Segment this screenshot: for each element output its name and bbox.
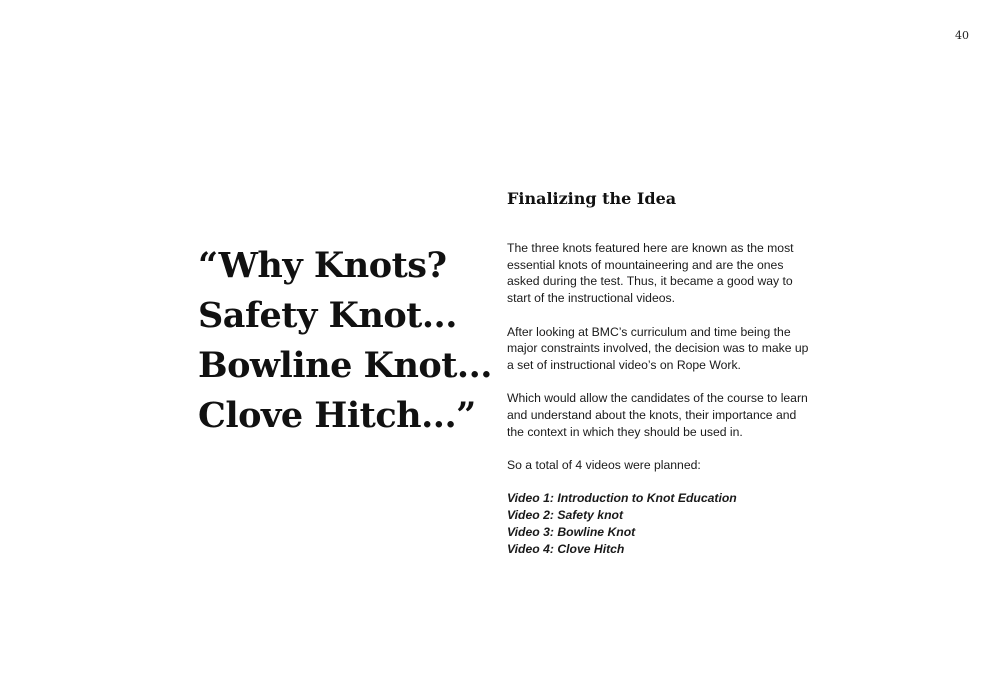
page-number: 40: [955, 29, 969, 42]
quote-line: Clove Hitch...”: [198, 395, 476, 436]
video-list-item: Video 3: Bowline Knot: [507, 524, 636, 539]
quote-line: Safety Knot...: [198, 295, 457, 336]
paragraph-intro: The three knots featured here are known as the most essential knots of mountaineering and are the ones asked during the test. Thus, it became a good way to start of the instructional videos.: [507, 241, 794, 306]
pull-quote: [198, 241, 492, 441]
quote-line: “Why Knots?: [198, 245, 447, 286]
paragraph-total: So a total of 4 videos were planned:: [507, 458, 701, 473]
quote-line: Bowline Knot...: [198, 345, 492, 386]
paragraph-constraints: After looking at BMC’s curriculum and time being the major constraints involved, the decision was to make up a set of instructional video’s on Rope Work.: [507, 324, 809, 372]
section-title: Finalizing the Idea: [507, 189, 677, 208]
video-list-item: Video 4: Clove Hitch: [507, 541, 625, 556]
video-list-item: Video 2: Safety knot: [507, 508, 624, 523]
video-list: [507, 490, 812, 557]
paragraph-purpose: Which would allow the candidates of the course to learn and understand about the knots, their importance and the context in which they should be used in.: [507, 391, 808, 439]
content-column: [507, 188, 812, 557]
video-list-item: Video 1: Introduction to Knot Education: [507, 491, 737, 506]
